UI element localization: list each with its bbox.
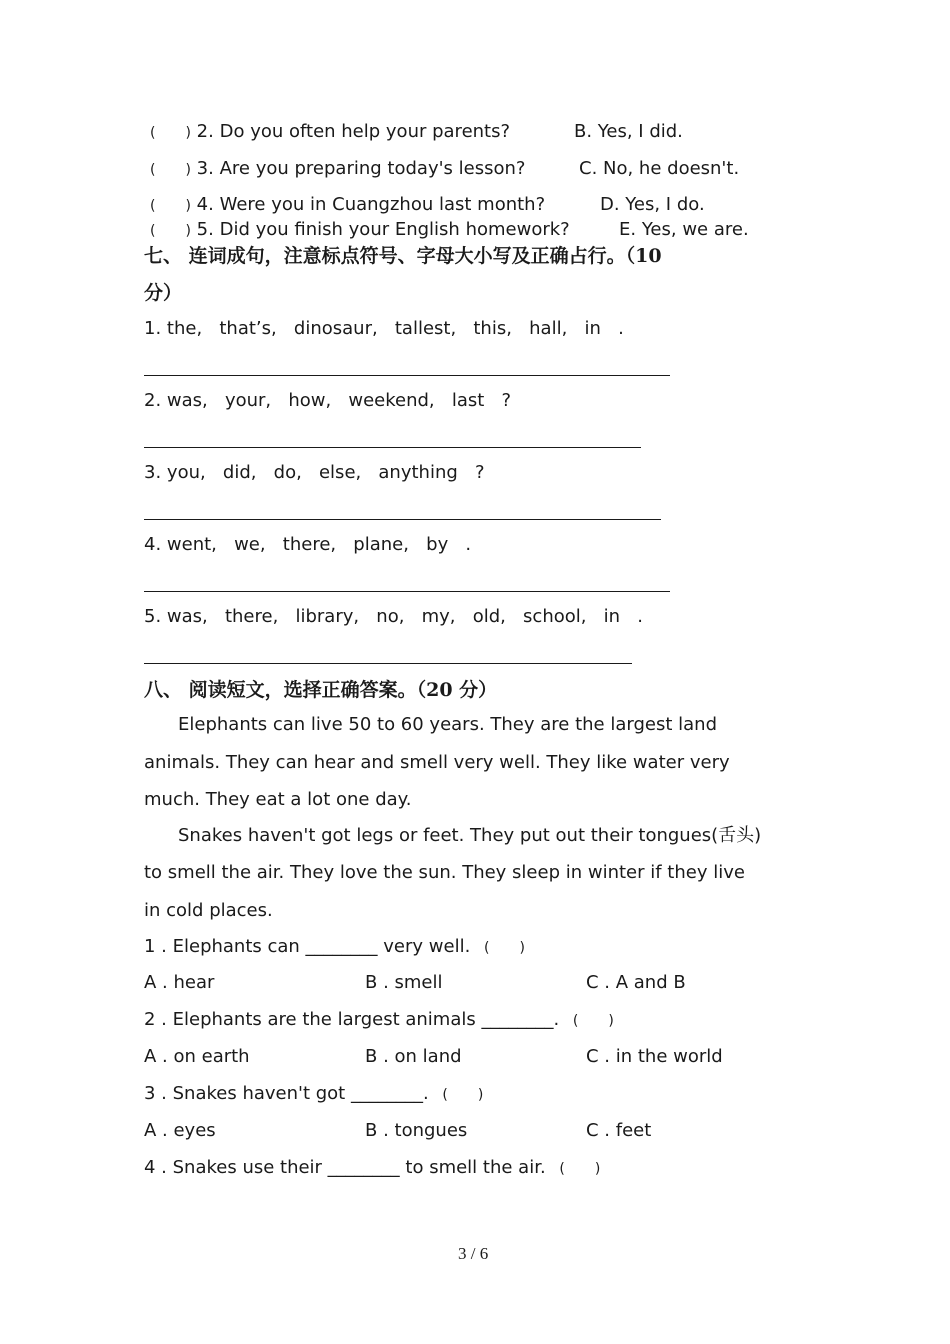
match-question: Were you in Cuangzhou last month? [219, 194, 546, 215]
match-number: 4. [196, 194, 214, 215]
match-item [150, 121, 510, 144]
question [144, 1083, 483, 1106]
word: do, [273, 462, 302, 483]
page-number: 3 / 6 [458, 1244, 489, 1263]
answer-paren-left: ( [484, 940, 490, 956]
match-number: 5. [196, 219, 214, 240]
answer-paren-right: ) [185, 162, 191, 178]
word: the, [166, 318, 203, 339]
answer-paren-right: ) [519, 940, 525, 956]
question-text: 4 . Snakes use their ________ to smell the air. [144, 1157, 546, 1178]
answer-paren-right: ) [185, 198, 191, 214]
word-order-item [144, 318, 624, 340]
passage-line: to smell the air. They love the sun. They sleep in winter if they live [144, 862, 745, 883]
word-order-item [144, 462, 485, 484]
answer-paren-right: ) [185, 223, 191, 239]
word: ? [474, 462, 485, 483]
word: plane, [353, 534, 409, 555]
passage-line: animals. They can hear and smell very well. They like water very [144, 752, 730, 773]
word-order-item [144, 390, 511, 412]
answer-paren-left: ( [559, 1161, 565, 1177]
word: by [426, 534, 449, 555]
option-b[interactable]: B . tongues [365, 1120, 468, 1141]
word: else, [318, 462, 362, 483]
passage-line: Snakes haven't got legs or feet. They put out their tongues(舌头) [178, 825, 762, 846]
option-c[interactable]: C . A and B [586, 972, 686, 993]
question [144, 1009, 614, 1032]
option-c[interactable]: C . feet [586, 1120, 652, 1141]
passage-line: Elephants can live 50 to 60 years. They are the largest land [178, 714, 717, 735]
word: library, [295, 606, 360, 627]
passage-line: much. They eat a lot one day. [144, 789, 412, 810]
answer-line[interactable] [144, 375, 670, 376]
option-c[interactable]: C . in the world [586, 1046, 723, 1067]
word: anything [378, 462, 458, 483]
word: was, [166, 390, 208, 411]
word: in [584, 318, 601, 339]
option-b[interactable]: B . on land [365, 1046, 462, 1067]
word: last [451, 390, 485, 411]
match-question: Do you often help your parents? [219, 121, 511, 142]
question [144, 936, 525, 959]
word: school, [523, 606, 587, 627]
option-a[interactable]: A . hear [144, 972, 215, 993]
word: went, [166, 534, 217, 555]
option-a[interactable]: A . eyes [144, 1120, 216, 1141]
answer-paren-right: ) [594, 1161, 601, 1177]
word: tallest, [394, 318, 457, 339]
match-item [150, 158, 525, 181]
section-8-heading: 八、 阅读短文，选择正确答案。（20 分） [144, 679, 498, 701]
word: ? [501, 390, 512, 411]
word: my, [421, 606, 456, 627]
word: there, [224, 606, 279, 627]
item-number: 5. [144, 606, 162, 627]
passage-line: in cold places. [144, 900, 273, 921]
answer-line[interactable] [144, 591, 670, 592]
word: . [618, 318, 624, 339]
match-item [150, 219, 570, 242]
option-b[interactable]: B . smell [365, 972, 443, 993]
answer-paren-right: ) [185, 125, 191, 141]
match-answer: C. No, he doesn't. [579, 158, 740, 179]
answer-paren-left: ( [150, 223, 156, 239]
word: did, [222, 462, 257, 483]
answer-paren-right: ) [477, 1087, 484, 1103]
word: dinosaur, [293, 318, 378, 339]
answer-paren-left: ( [150, 162, 156, 178]
word: that’s, [219, 318, 277, 339]
answer-paren-left: ( [150, 125, 156, 141]
question-text: 3 . Snakes haven't got ________. [144, 1083, 429, 1104]
word: how, [288, 390, 332, 411]
match-number: 3. [196, 158, 214, 179]
word: this, [473, 318, 512, 339]
word: . [637, 606, 643, 627]
word: no, [376, 606, 405, 627]
item-number: 3. [144, 462, 162, 483]
item-number: 2. [144, 390, 162, 411]
answer-paren-left: ( [572, 1013, 579, 1029]
word: hall, [529, 318, 568, 339]
question-text: 1 . Elephants can ________ very well. [144, 936, 471, 957]
word: in [603, 606, 621, 627]
match-question: Are you preparing today's lesson? [219, 158, 526, 179]
word: you, [166, 462, 206, 483]
item-number: 4. [144, 534, 162, 555]
answer-paren-right: ) [608, 1013, 614, 1029]
word: . [465, 534, 472, 555]
word: we, [234, 534, 266, 555]
word: was, [166, 606, 208, 627]
word: weekend, [348, 390, 435, 411]
match-answer: B. Yes, I did. [574, 121, 683, 142]
section-7-heading: 七、 连词成句，注意标点符号、字母大小写及正确占行。（10 [144, 245, 662, 267]
word: old, [472, 606, 506, 627]
match-answer: D. Yes, I do. [600, 194, 705, 215]
match-answer: E. Yes, we are. [619, 219, 749, 240]
item-number: 1. [144, 318, 162, 339]
match-item [150, 194, 545, 217]
answer-line[interactable] [144, 663, 632, 664]
match-number: 2. [196, 121, 214, 142]
option-a[interactable]: A . on earth [144, 1046, 250, 1067]
question [144, 1157, 600, 1180]
answer-line[interactable] [144, 519, 661, 520]
word-order-item [144, 534, 471, 556]
word: your, [224, 390, 272, 411]
word-order-item [144, 606, 643, 628]
answer-paren-left: ( [442, 1087, 448, 1103]
match-question: Did you finish your English homework? [219, 219, 570, 240]
section-7-heading-continued: 分） [144, 282, 183, 304]
answer-paren-left: ( [150, 198, 156, 214]
question-text: 2 . Elephants are the largest animals ________. [144, 1009, 560, 1030]
word: there, [282, 534, 337, 555]
answer-line[interactable] [144, 447, 641, 448]
